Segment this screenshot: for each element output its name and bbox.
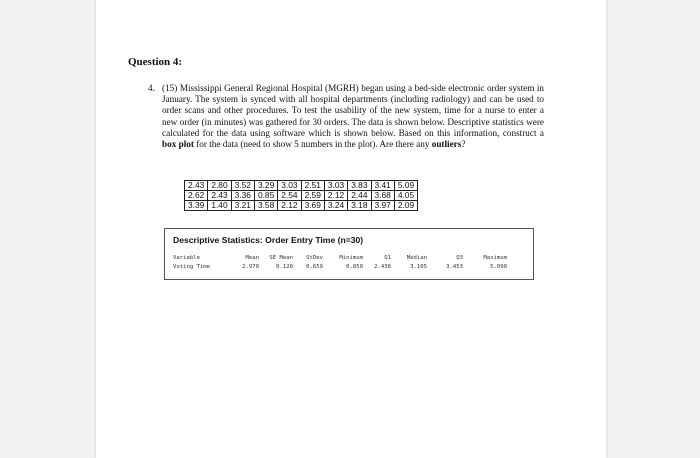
table-row: [185, 181, 418, 191]
table-cell: 3.68: [371, 191, 394, 201]
table-cell: 2.62: [185, 191, 208, 201]
table-cell: 3.03: [278, 181, 301, 191]
stats-value-cell: 0.850: [346, 264, 363, 270]
stats-title: Descriptive Statistics: Order Entry Time (n=30): [173, 235, 364, 245]
table-cell: 5.09: [394, 181, 417, 191]
table-cell: 3.21: [231, 201, 254, 211]
table-cell: 2.09: [394, 201, 417, 211]
table-cell: 2.51: [301, 181, 324, 191]
table-cell: 3.83: [348, 181, 371, 191]
table-cell: 3.52: [231, 181, 254, 191]
table-cell: 2.43: [185, 181, 208, 191]
stats-header-cell: Mean: [245, 255, 259, 261]
stats-value-cell: 2.438: [374, 264, 391, 270]
stats-value-cell: 0.659: [306, 264, 323, 270]
stats-header-cell: Maximum: [483, 255, 507, 261]
table-cell: 3.58: [254, 201, 277, 211]
question-number: 4.: [148, 83, 155, 93]
stats-header-cell: Q1: [384, 255, 391, 261]
stats-value-cell: 2.970: [242, 264, 259, 270]
question-text: [162, 83, 544, 150]
bold-box-plot: box plot: [162, 139, 194, 150]
table-cell: 2.43: [208, 191, 231, 201]
table-row: [185, 201, 418, 211]
question-body: Mississippi General Regional Hospital (MGRH) began using a bed-side electronic order system in January. The system is synced with all hospital departments (including radiology) and can be used to order scans and other procedures. To test the usability of the new system, time for a nurse to enter a new order (in minutes) was gathered for 30 orders. The data is shown below. Descriptive statistics were calculated for the data using software which is shown below. Based on this information, construct a: [162, 83, 545, 138]
table-cell: 2.59: [301, 191, 324, 201]
stats-value-cell: Voting Time: [173, 264, 211, 270]
table-cell: 3.69: [301, 201, 324, 211]
document-page: [96, 0, 606, 458]
table-cell: 2.80: [208, 181, 231, 191]
table-cell: 3.29: [254, 181, 277, 191]
question-heading: Question 4:: [128, 56, 183, 68]
table-cell: 2.12: [324, 191, 347, 201]
stats-header-cell: Q3: [456, 255, 463, 261]
order-time-data-table: [184, 180, 418, 211]
table-cell: 2.54: [278, 191, 301, 201]
table-cell: 2.12: [278, 201, 301, 211]
stats-value-cell: 3.453: [446, 264, 463, 270]
table-cell: 3.03: [324, 181, 347, 191]
table-cell: 3.39: [185, 201, 208, 211]
stats-header-cell: Variable: [173, 255, 200, 261]
stats-value-cell: 3.105: [410, 264, 427, 270]
table-cell: 3.41: [371, 181, 394, 191]
stats-value-cell: 5.090: [490, 264, 507, 270]
question-body-end: ?: [461, 139, 466, 150]
table-cell: 3.97: [371, 201, 394, 211]
stats-header-cell: StDev: [306, 255, 323, 261]
stats-header-cell: Median: [406, 255, 427, 261]
table-cell: 3.18: [348, 201, 371, 211]
question-points: (15): [162, 83, 178, 93]
stats-header-cell: SE Mean: [269, 255, 293, 261]
table-cell: 1.40: [208, 201, 231, 211]
table-cell: 0.85: [254, 191, 277, 201]
table-cell: 2.44: [348, 191, 371, 201]
table-cell: 4.05: [394, 191, 417, 201]
table-cell: 3.36: [231, 191, 254, 201]
stats-value-cell: 0.120: [276, 264, 293, 270]
table-cell: 3.24: [324, 201, 347, 211]
stats-header-cell: Minimum: [339, 255, 363, 261]
descriptive-statistics-box: [164, 228, 534, 280]
question-body-middle: for the data (need to show 5 numbers in the plot). Are there any: [193, 139, 432, 150]
table-row: [185, 191, 418, 201]
bold-outliers: outliers: [431, 139, 462, 150]
